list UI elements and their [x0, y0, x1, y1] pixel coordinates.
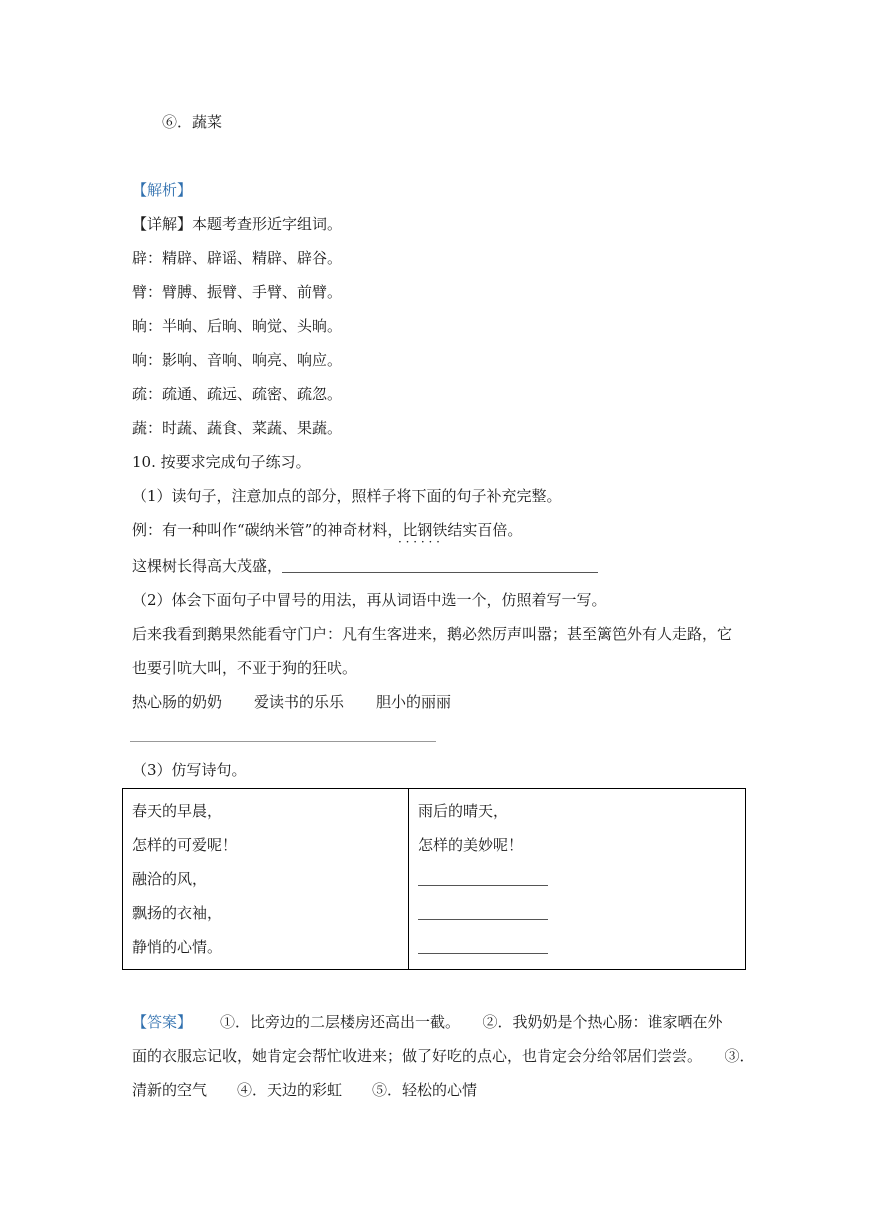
emphasis-dots: · · · · · ·	[398, 535, 440, 549]
question-10-2-prompt: （2）体会下面句子中冒号的用法，再从词语中选一个，仿照着写一写。	[132, 591, 607, 609]
poem-blank-1	[418, 885, 548, 886]
word-group-4: 响：影响、音响、响亮、响应。	[132, 351, 343, 369]
word-group-5: 疏：疏通、疏远、疏密、疏忽。	[132, 385, 343, 403]
word-group-2: 臂：臂膊、振臂、手臂、前臂。	[132, 283, 343, 301]
question-10-2-sentence-line-1: 后来我看到鹅果然能看守门户：凡有生客进来，鹅必然厉声叫嚣；甚至篱笆外有人走路，它	[132, 625, 733, 643]
poem-right-line-1: 雨后的晴天，	[418, 802, 509, 820]
question-10-1-prompt: （1）读句子，注意加点的部分，照样子将下面的句子补充完整。	[132, 487, 562, 505]
poem-left-cell	[123, 789, 409, 970]
poem-right-line-2: 怎样的美妙呢！	[418, 836, 524, 854]
word-group-3: 晌：半晌、后晌、晌觉、头晌。	[132, 317, 343, 335]
word-group-6: 蔬：时蔬、蔬食、菜蔬、果蔬。	[132, 419, 343, 437]
option-word-3: 胆小的丽丽	[376, 693, 452, 711]
question-10-1-task: 这棵树长得高大茂盛，	[132, 557, 283, 575]
poem-table	[122, 788, 746, 970]
poem-left-line-3: 融洽的风，	[132, 870, 208, 888]
answer-tag: 【答案】	[132, 1013, 193, 1031]
poem-left-line-5: 静悄的心情。	[132, 938, 223, 956]
detail-line: 【详解】本题考查形近字组词。	[132, 215, 343, 233]
poem-left-line-1: 春天的早晨，	[132, 802, 223, 820]
poem-blank-3	[418, 953, 548, 954]
answer-blank-2	[130, 741, 436, 742]
poem-left-line-2: 怎样的可爱呢！	[132, 836, 238, 854]
question-10-title: 10. 按要求完成句子练习。	[132, 453, 311, 471]
answer-blank-1	[282, 572, 598, 573]
question-10-2-sentence-line-2: 也要引吭大叫，不亚于狗的狂吠。	[132, 659, 358, 677]
answer-line-3: 清新的空气 ④．天边的彩虹 ⑤．轻松的心情	[132, 1081, 478, 1099]
prev-answer-item: ⑥．蔬菜	[162, 113, 223, 131]
answer-line-2: 面的衣服忘记收，她肯定会帮忙收进来；做了好吃的点心，也肯定会分给邻居们尝尝。 ③．	[132, 1047, 755, 1065]
option-word-1: 热心肠的奶奶	[132, 693, 223, 711]
answer-line-1: ①．比旁边的二层楼房还高出一截。 ②．我奶奶是个热心肠：谁家晒在外	[220, 1013, 723, 1031]
word-group-1: 辟：精辟、辟谣、精辟、辟谷。	[132, 249, 343, 267]
analysis-tag: 【解析】	[132, 181, 193, 199]
poem-blank-2	[418, 919, 548, 920]
question-10-3-prompt: （3）仿写诗句。	[132, 761, 247, 779]
question-10-1-example: 例：有一种叫作“碳纳米管”的神奇材料，比钢铁结实百倍。	[132, 521, 523, 539]
poem-right-cell	[409, 789, 746, 970]
option-word-2: 爱读书的乐乐	[254, 693, 345, 711]
poem-left-line-4: 飘扬的衣袖，	[132, 904, 223, 922]
